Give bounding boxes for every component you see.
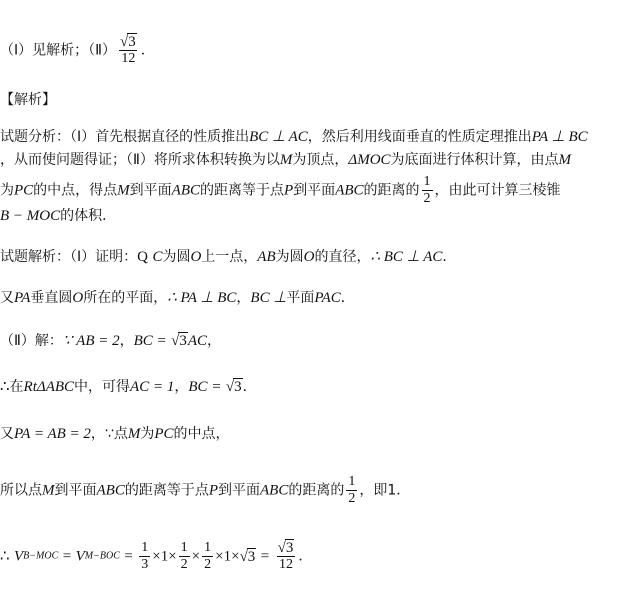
text: ， xyxy=(236,290,251,306)
text: 为圆 xyxy=(162,249,191,265)
text: ， xyxy=(174,379,189,395)
text: ． xyxy=(442,249,457,265)
math: P xyxy=(208,482,219,499)
text: ，∵点 xyxy=(90,426,128,442)
math: B − MOC xyxy=(0,208,61,224)
text: 垂直圆 xyxy=(30,290,73,306)
fraction-den: 2 xyxy=(423,191,431,206)
math: Rt xyxy=(23,379,37,395)
radicand: 3 xyxy=(234,379,242,395)
text: 为底面进行体积计算，由点 xyxy=(390,152,559,168)
answer-text: （Ⅰ）见解析；（Ⅱ） xyxy=(0,42,117,59)
text: 的直径， xyxy=(314,249,371,265)
math: BC = xyxy=(133,333,167,349)
answer-radicand: 3 xyxy=(128,34,136,50)
text: （Ⅱ）解： xyxy=(0,333,63,349)
fraction-num: 1 xyxy=(204,540,212,555)
math: O xyxy=(190,249,202,265)
text: 在 xyxy=(9,379,24,395)
text: 中，可得 xyxy=(74,379,131,395)
text: 到平面 xyxy=(218,482,261,499)
fraction-den: 12 xyxy=(279,557,294,572)
fraction-num: 1 xyxy=(348,474,356,489)
text: ． xyxy=(340,290,355,306)
answer-denominator: 12 xyxy=(121,51,136,66)
fraction-num: 1 xyxy=(180,540,188,555)
fraction xyxy=(202,540,213,573)
math: ABC xyxy=(96,482,125,499)
answer-line xyxy=(0,34,155,67)
text: ，然后利用线面垂直的性质定理推出 xyxy=(307,129,532,145)
text: 的距离的 xyxy=(288,482,345,499)
math: ΔABC xyxy=(36,379,75,395)
text: 的距离的 xyxy=(363,182,420,199)
solution-line-7 xyxy=(0,540,312,573)
section-title: 【解析】 xyxy=(0,92,56,108)
subscript: M−BOC xyxy=(84,550,120,562)
text: ． xyxy=(242,379,257,395)
math: PAC xyxy=(314,290,341,306)
math: BC ⊥ AC xyxy=(249,129,308,145)
solution-line-3 xyxy=(0,331,221,351)
analysis-line-2 xyxy=(0,150,571,170)
math: PC xyxy=(154,426,174,442)
text: 又 xyxy=(0,426,14,442)
math: M xyxy=(117,182,130,199)
fraction-den: 2 xyxy=(204,557,212,572)
text: 的距离等于点 xyxy=(200,182,285,199)
sqrt: √3 xyxy=(239,548,256,565)
radicand: 3 xyxy=(247,548,256,565)
answer-period: ． xyxy=(140,42,155,59)
text: 到平面 xyxy=(54,482,97,499)
math: V xyxy=(14,548,24,565)
text: 为 xyxy=(0,182,14,199)
solution-line-2 xyxy=(0,288,355,308)
math: ∴ BC ⊥ AC xyxy=(370,249,443,265)
fraction-half xyxy=(346,474,357,507)
text: 的中点， xyxy=(173,426,230,442)
math: AB xyxy=(257,249,276,265)
text: 又 xyxy=(0,290,14,306)
math: × xyxy=(191,548,201,565)
text: 所在的平面， xyxy=(83,290,168,306)
solution-line-6 xyxy=(0,474,410,507)
fraction-half xyxy=(422,174,433,207)
math: = xyxy=(62,548,72,565)
text: 为圆 xyxy=(275,249,304,265)
text: 为顶点， xyxy=(292,152,349,168)
analysis-line-1 xyxy=(0,127,588,147)
math: ∵ AB = 2 xyxy=(62,333,120,349)
text: ，即1． xyxy=(359,482,411,499)
solution-line-4 xyxy=(0,377,257,397)
math: M xyxy=(127,426,141,442)
text: 试题分析：（Ⅰ）首先根据直径的性质推出 xyxy=(0,129,250,145)
math: ×1× xyxy=(152,548,177,565)
text: 试题解析：（Ⅰ）证明： xyxy=(0,249,138,265)
fraction-den: 3 xyxy=(141,557,149,572)
math: ABC xyxy=(171,182,201,199)
math: P xyxy=(284,182,294,199)
math: O xyxy=(72,290,84,306)
math: M xyxy=(558,152,572,168)
text: ，从而使问题得证；（Ⅱ）将所求体积转换为以 xyxy=(0,152,280,168)
math: BC = xyxy=(188,379,222,395)
math: C xyxy=(152,249,163,265)
math: ∴ xyxy=(0,379,10,395)
answer-fraction: $\frac{√3}{12}$ xyxy=(120,34,136,66)
text: 的距离等于点 xyxy=(124,482,209,499)
fraction-den: 2 xyxy=(348,491,356,506)
text: ，由此可计算三棱锥 xyxy=(434,182,561,199)
solution-line-1 xyxy=(0,247,456,267)
math: BC ⊥ xyxy=(250,290,287,306)
math: ΔMOC xyxy=(348,152,391,168)
math: ∴ PA ⊥ BC xyxy=(167,290,237,306)
math: PA ⊥ BC xyxy=(531,129,588,145)
math: ABC xyxy=(260,482,289,499)
analysis-line-4 xyxy=(0,206,116,226)
text: 上一点， xyxy=(201,249,258,265)
analysis-line-3 xyxy=(0,174,561,207)
math: M xyxy=(42,482,55,499)
fraction xyxy=(179,540,190,573)
text: 的体积． xyxy=(60,208,117,224)
math: V xyxy=(75,548,85,565)
math: = xyxy=(124,548,133,565)
math: ∴ xyxy=(0,548,10,565)
math: AC = 1 xyxy=(130,379,175,395)
fraction-num: 1 xyxy=(141,540,149,555)
math: = xyxy=(260,548,270,565)
math: M xyxy=(279,152,293,168)
math: O xyxy=(303,249,315,265)
text: 平面 xyxy=(286,290,315,306)
solution-line-5 xyxy=(0,424,230,444)
radicand: 3 xyxy=(285,540,294,556)
fraction: $\frac{√3}{12}$ xyxy=(277,540,294,572)
math: PA = AB = 2 xyxy=(14,426,91,442)
sqrt: √3 xyxy=(171,333,187,349)
math: ×1× xyxy=(215,548,240,565)
fraction-den: 2 xyxy=(180,557,188,572)
text: 的中点，得点 xyxy=(33,182,118,199)
fraction xyxy=(139,540,150,573)
subscript: B−MOC xyxy=(23,550,59,562)
text: 到平面 xyxy=(129,182,172,199)
math: PC xyxy=(14,182,34,199)
sqrt: √3 xyxy=(225,379,242,395)
text: 为 xyxy=(140,426,155,442)
math: PA xyxy=(14,290,31,306)
fraction-num: 1 xyxy=(423,174,431,189)
text: 到平面 xyxy=(293,182,336,199)
text: ． xyxy=(298,548,313,565)
text: ， xyxy=(119,333,134,349)
math: ABC xyxy=(335,182,364,199)
text: ， xyxy=(207,333,222,349)
math: Q xyxy=(137,249,148,265)
text: 所以点 xyxy=(0,482,42,499)
math: AC xyxy=(187,333,208,349)
radicand: 3 xyxy=(179,333,187,349)
